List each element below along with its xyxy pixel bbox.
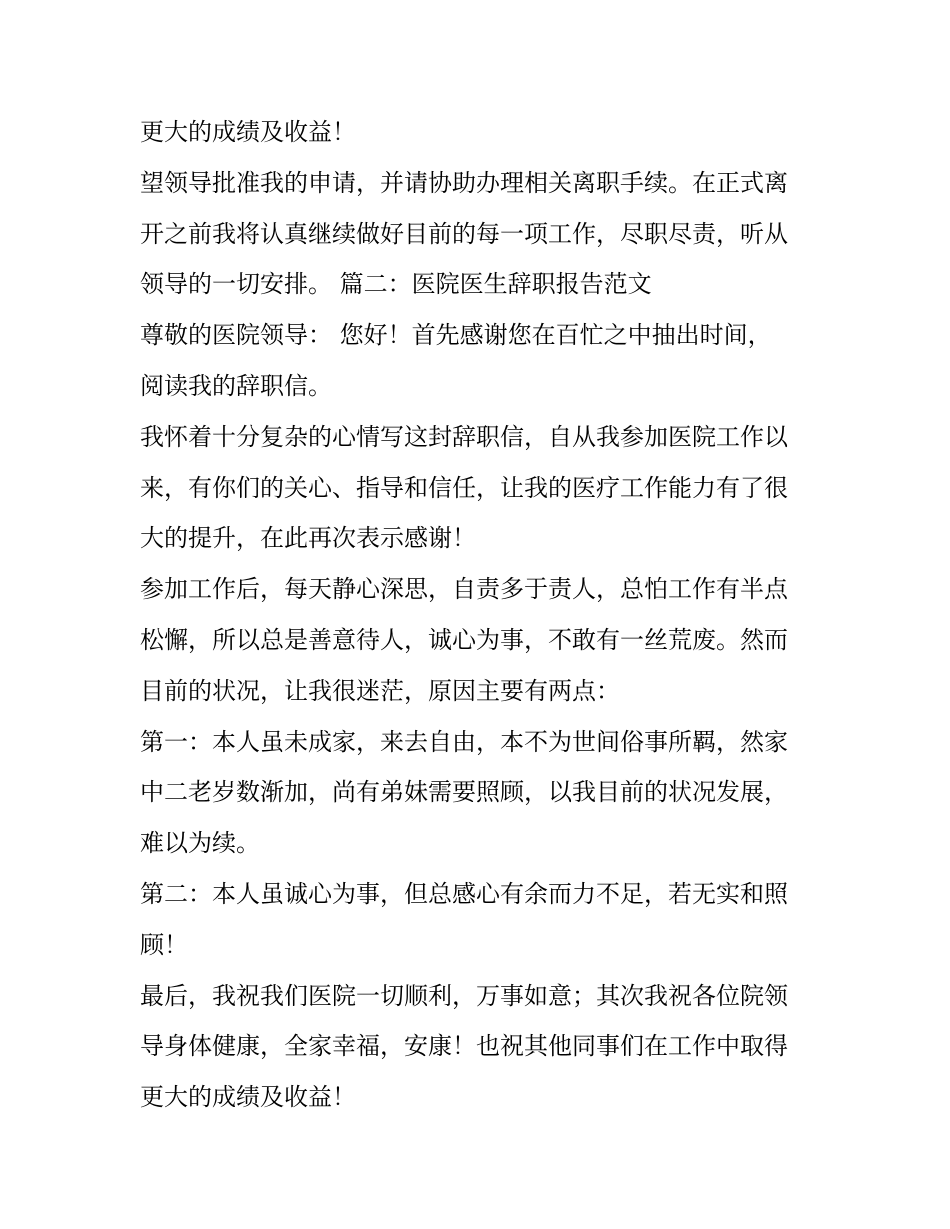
text-line: 第二：本人虽诚心为事，但总感心有余而力不足，若无实和照 bbox=[140, 879, 788, 908]
text-line: 更大的成绩及收益！ bbox=[140, 118, 356, 146]
text-line: 导身体健康，全家幸福，安康！也祝其他同事们在工作中取得 bbox=[140, 1032, 788, 1061]
text-line: 我怀着十分复杂的心情写这封辞职信，自从我参加医院工作以 bbox=[140, 422, 788, 451]
text-line: 参加工作后，每天静心深思，自责多于责人，总怕工作有半点 bbox=[140, 575, 788, 604]
text-line: 开之前我将认真继续做好目前的每一项工作，尽职尽责，听从 bbox=[140, 219, 788, 248]
text-line: 第一：本人虽未成家，来去自由，本不为世间俗事所羁，然家 bbox=[140, 727, 788, 756]
text-line: 难以为续。 bbox=[140, 829, 260, 858]
text-line: 领导的一切安排。 篇二：医院医生辞职报告范文 bbox=[140, 270, 652, 299]
text-line: 望领导批准我的申请，并请协助办理相关离职手续。在正式离 bbox=[140, 168, 788, 197]
text-line: 来，有你们的关心、指导和信任，让我的医疗工作能力有了很 bbox=[140, 473, 788, 502]
text-line: 松懈，所以总是善意待人，诚心为事，不敢有一丝荒废。然而 bbox=[140, 625, 788, 654]
text-line: 阅读我的辞职信。 bbox=[140, 371, 332, 400]
text-line: 最后，我祝我们医院一切顺利，万事如意；其次我祝各位院领 bbox=[140, 981, 788, 1010]
text-line: 目前的状况，让我很迷茫，原因主要有两点： bbox=[140, 676, 620, 705]
text-line: 大的提升，在此再次表示感谢！ bbox=[140, 524, 476, 553]
document-body bbox=[140, 107, 820, 1123]
text-line: 更大的成绩及收益！ bbox=[140, 1083, 356, 1112]
text-line: 顾！ bbox=[140, 930, 188, 959]
text-line: 中二老岁数渐加，尚有弟妹需要照顾，以我目前的状况发展， bbox=[140, 778, 788, 807]
text-line: 尊敬的医院领导： 您好！首先感谢您在百忙之中抽出时间， bbox=[140, 321, 772, 350]
